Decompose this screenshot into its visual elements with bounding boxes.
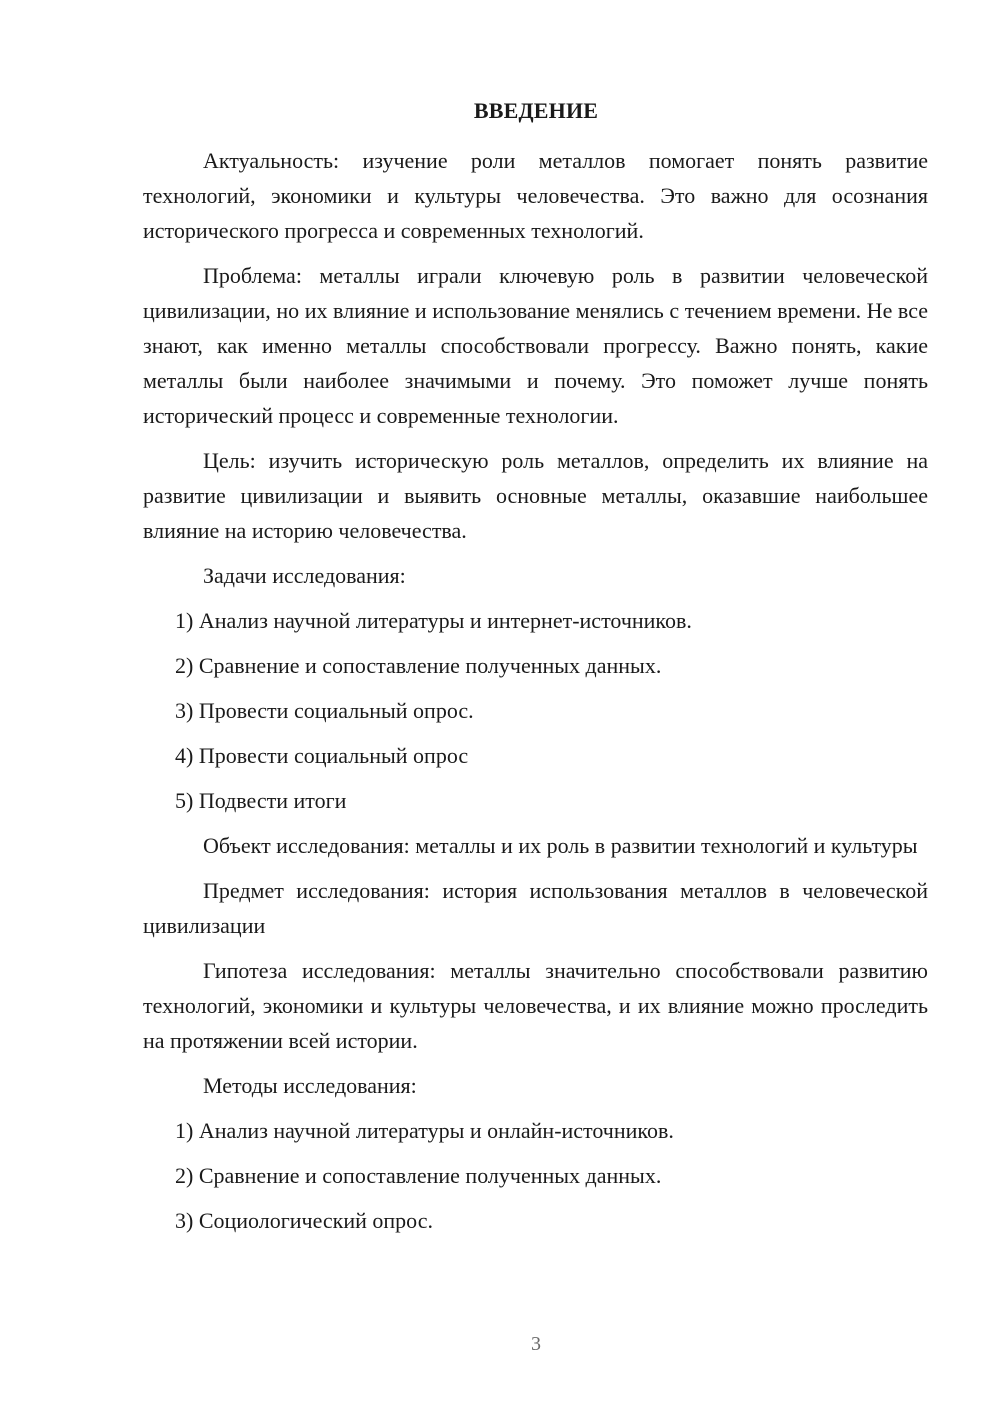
methods-heading: Методы исследования: — [203, 1073, 417, 1098]
paragraph-object: Объект исследования: металлы и их роль в развитии технологий и культуры — [203, 833, 918, 858]
paragraph-subject: Предмет исследования: история использования металлов в человеческой цивилизации — [143, 878, 928, 938]
paragraph-relevance: Актуальность: изучение роли металлов помогает понять развитие технологий, экономики и культуры человечества. Это важно для осознания исторического прогресса и современных технологий. — [143, 148, 928, 243]
tasks-heading: Задачи исследования: — [203, 563, 406, 588]
list-item-task-4: 4) Провести социальный опрос — [175, 743, 469, 768]
document-body — [143, 143, 928, 1248]
list-item-task-5: 5) Подвести итоги — [175, 788, 347, 813]
page-number: 3 — [531, 1333, 541, 1355]
paragraph-goal: Цель: изучить историческую роль металлов, определить их влияние на развитие цивилизации и выявить основные металлы, оказавшие наибольшее влияние на историю человечества. — [143, 448, 928, 543]
page-title: ВВЕДЕНИЕ — [473, 98, 599, 123]
paragraph-problem: Проблема: металлы играли ключевую роль в развитии человеческой цивилизации, но их влияние и использование менялись с течением времени. Не все знают, как именно металлы способствовали прогрессу. Важно понять, какие металлы были наиболее значимыми и почему. Это поможет лучше понять исторический процесс и современные технологии. — [143, 263, 928, 428]
list-item-method-3: 3) Социологический опрос. — [175, 1208, 433, 1233]
list-item-task-3: 3) Провести социальный опрос. — [175, 698, 474, 723]
list-item-method-2: 2) Сравнение и сопоставление полученных данных. — [175, 1163, 662, 1188]
list-item-task-2: 2) Сравнение и сопоставление полученных данных. — [175, 653, 662, 678]
list-item-method-1: 1) Анализ научной литературы и онлайн-источников. — [175, 1118, 674, 1143]
paragraph-hypothesis: Гипотеза исследования: металлы значительно способствовали развитию технологий, экономики и культуры человечества, и их влияние можно проследить на протяжении всей истории. — [143, 958, 928, 1053]
list-item-task-1: 1) Анализ научной литературы и интернет-источников. — [175, 608, 692, 633]
